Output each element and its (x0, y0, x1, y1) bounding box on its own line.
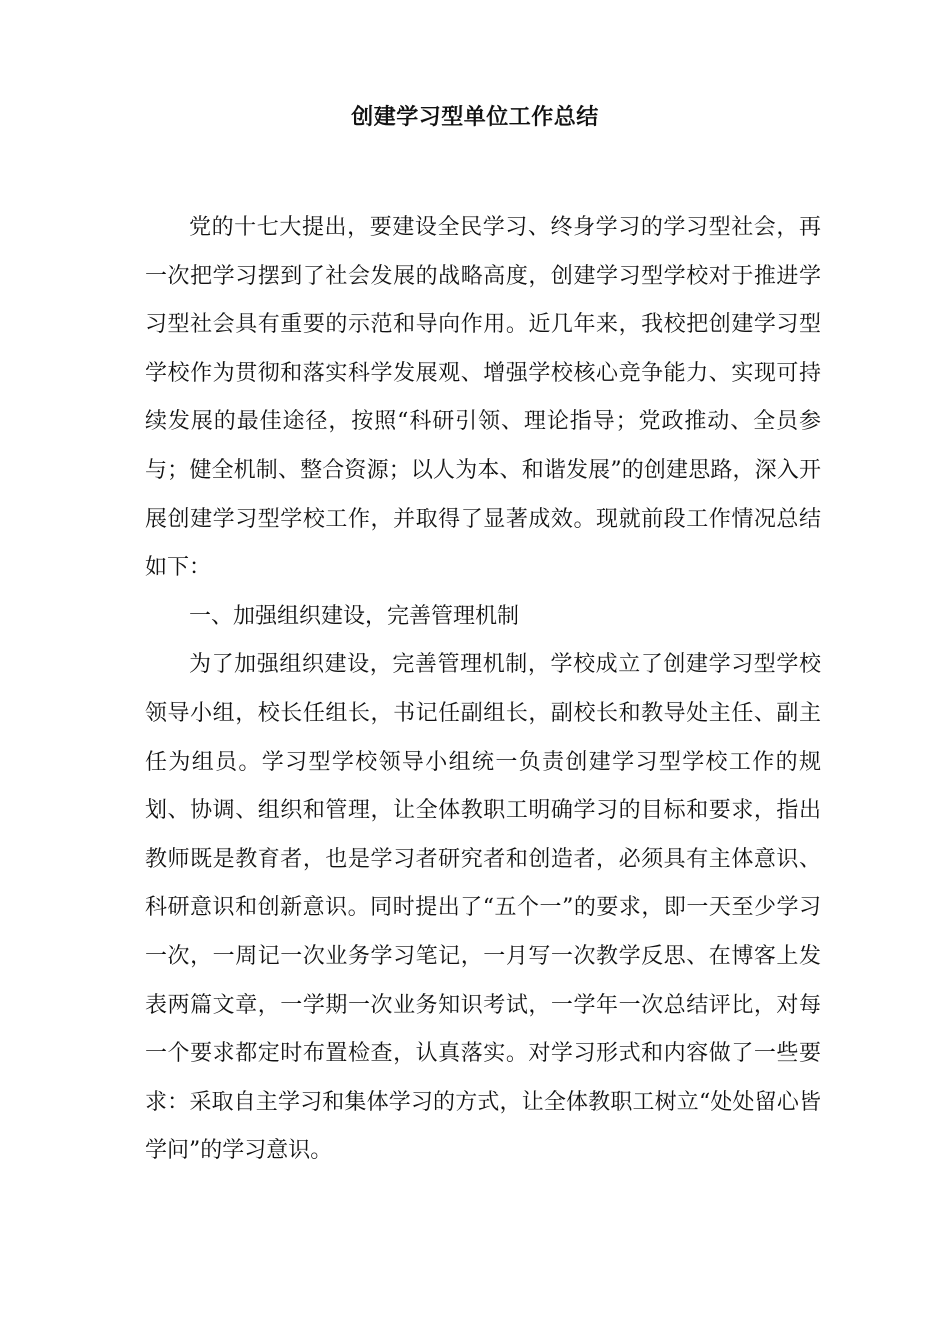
intro-paragraph: 党的十七大提出，要建设全民学习、终身学习的学习型社会，再一次把学习摆到了社会发展的战略高度，创建学习型学校对于推进学习型社会具有重要的示范和导向作用。近几年来，我校把创建学习型学校作为贯彻和落实科学发展观、增强学校核心竞争能力、实现可持续发展的最佳途径，按照“科研引领、理论指导；党政推动、全员参与；健全机制、整合资源；以人为本、和谐发展”的创建思路，深入开展创建学习型学校工作，并取得了显著成效。现就前段工作情况总结如下： (145, 215, 821, 581)
document-title: 创建学习型单位工作总结 (351, 104, 599, 130)
section-1-paragraph: 为了加强组织建设，完善管理机制，学校成立了创建学习型学校领导小组，校长任组长，书记任副组长，副校长和教导处主任、副主任为组员。学习型学校领导小组统一负责创建学习型学校工作的规划、协调、组织和管理，让全体教职工明确学习的目标和要求，指出教师既是教育者，也是学习者研究者和创造者，必须具有主体意识、科研意识和创新意识。同时提出了“五个一”的要求，即一天至少学习一次，一周记一次业务学习笔记，一月写一次教学反思、在博客上发表两篇文章，一学期一次业务知识考试，一学年一次总结评比，对每一个要求都定时布置检查，认真落实。对学习形式和内容做了一些要求：采取自主学习和集体学习的方式，让全体教职工树立“处处留心皆学问”的学习意识。 (145, 652, 821, 1164)
document-body (145, 204, 821, 1176)
section-heading-1: 一、加强组织建设，完善管理机制 (189, 603, 520, 629)
